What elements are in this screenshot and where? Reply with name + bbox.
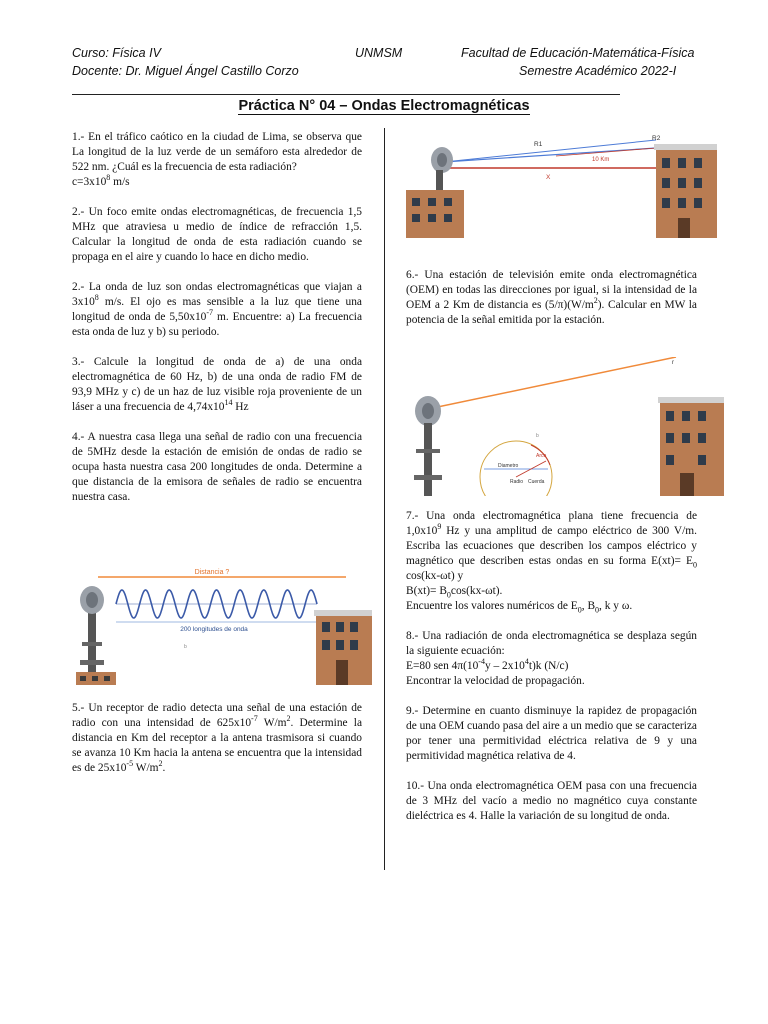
problem-9: 9.- Determine en cuanto disminuye la rapidez de propagación de una OEM cuando pasa del aire a un medio que se caracteriza por tener una permitividad eléctrica relativa de 9 y una permitividad magnética relativa de 4. bbox=[406, 705, 697, 762]
problem-8-equation: E=80 sen $4\pi(10^{-4}y - 2x10^4t)k$ (N/c) bbox=[406, 657, 569, 672]
page-title: Práctica N° 04 – Ondas Electromagnéticas bbox=[238, 98, 530, 114]
arc-label: Arco bbox=[536, 453, 547, 459]
r1-label: R1 bbox=[534, 141, 543, 148]
tv-station-illustration bbox=[406, 357, 724, 496]
ray-r2 bbox=[444, 140, 656, 162]
problem-1-constant: $c=3x10^8$ m/s bbox=[72, 173, 130, 188]
problem-8-find: Encontrar la velocidad de propagación. bbox=[406, 675, 585, 687]
wave-illustration bbox=[72, 552, 372, 685]
figure-tv-station bbox=[406, 357, 724, 496]
x-label: X bbox=[546, 174, 551, 181]
left-column-bottom bbox=[72, 701, 362, 791]
building-icon bbox=[654, 144, 717, 238]
wavelengths-label: 200 longitudes de onda bbox=[180, 626, 248, 633]
problem-2: 2.- Un foco emite ondas electromagnéticas, de frecuencia 1,5 MHz que atraviesa u medio de índice de refracción 1,5. Calcular la longitud de onda de esta radiación cuando se propaga en el aire y cuando lo hace en dicho medio. bbox=[72, 206, 362, 263]
column-divider bbox=[384, 128, 385, 870]
diameter-label: Diametro bbox=[498, 463, 519, 469]
problem-7-b-equation: $B(xt)= B_0\cos(kx-\omega t)$. bbox=[406, 585, 503, 600]
r-label: r bbox=[672, 360, 674, 366]
antenna-icon bbox=[414, 396, 442, 496]
problem-7-find: Encuentre los valores numéricos de $E_0$, $B_0$, k y ω. bbox=[406, 600, 633, 615]
problem-8: 8.- Una radiación de onda electromagnética se desplaza según la siguiente ecuación: bbox=[406, 630, 697, 657]
header-rule bbox=[72, 94, 620, 95]
problem-6: 6.- Una estación de televisión emite onda electromagnética (OEM) en todas las direcciones por igual, si la intensidad de la OEM a 2 Km de distancia es $(5/\pi)(W/m^2)$. Calcular en MW la potencia de la señal emitida por la estación. bbox=[406, 269, 697, 326]
radius-label: Radio bbox=[510, 479, 524, 485]
r2-label: R2 bbox=[652, 135, 661, 142]
figure-wavelengths bbox=[72, 552, 372, 685]
building-icon bbox=[314, 610, 372, 685]
problem-2b: 2.- La onda de luz son ondas electromagnéticas que viajan a $3x10^8$ m/s. El ojo es mas sensible a la luz que tiene una longitud de onda de $5,50x10^{-7}$ m. Encuentre: a) La frecuencia esta onda de luz y b) su periodo. bbox=[72, 281, 363, 338]
right-column-top bbox=[406, 268, 697, 343]
teacher-label: Docente: Dr. Miguel Ángel Castillo Corzo bbox=[72, 64, 299, 78]
problem-1: 1.- En el tráfico caótico en la ciudad de Lima, se observa que La longitud de la luz verde de un semáforo esta alrededor de 522 nm. ¿Cuál es la frecuencia de esta radiación? bbox=[72, 131, 362, 173]
chord-label: Cuerda bbox=[528, 479, 545, 485]
university-label: UNMSM bbox=[355, 46, 403, 60]
signal-ray bbox=[428, 357, 676, 409]
ray-r1 bbox=[444, 148, 656, 162]
small-b-label: b bbox=[184, 644, 187, 650]
faculty-label: Facultad de Educación-Matemática-Física bbox=[461, 46, 695, 60]
antenna-icon bbox=[76, 586, 116, 685]
figure-antenna-distance bbox=[406, 130, 717, 238]
small-b-label: b bbox=[536, 433, 539, 439]
ten-km-label: 10 Km bbox=[592, 157, 610, 163]
course-label: Curso: Física IV bbox=[72, 46, 161, 60]
right-column-bottom bbox=[406, 509, 697, 839]
distance-label: Distancia ? bbox=[194, 569, 230, 576]
antenna-distance-illustration bbox=[406, 130, 717, 238]
semester-label: Semestre Académico 2022-I bbox=[519, 64, 677, 78]
problem-7: 7.- Una onda electromagnética plana tiene frecuencia de $1,0x10^9$ Hz y una amplitud de campo eléctrico de 300 V/m. Escriba las ecuaciones que describen los campos eléctrico y magnético que describen estas ondas en su forma $E(xt)= E_0$ cos(kx-ωt) y bbox=[406, 510, 697, 582]
problem-4: 4.- A nuestra casa llega una señal de radio con una frecuencia de 5MHz desde la estación de emisión de ondas de radio se ocupa hasta nuestra casa 200 longitudes de onda. Determine a que distancia de la emisora de señales de radio se encuentra nuestra casa. bbox=[72, 431, 362, 503]
left-column bbox=[72, 130, 362, 520]
problem-3: 3.- Calcule la longitud de onda de a) de una onda electromagnética de 60 Hz, b) de una onda de radio FM de 93,9 MHz y c) de un haz de luz visible roja proveniente de un láser a una frecuencia de $4,74x10^{14}$ Hz bbox=[72, 356, 362, 413]
problem-5: 5.- Un receptor de radio detecta una señal de una estación de radio con una intensidad de $625x10^{-7}$ $W/m^2$. Determine la distancia en Km del receptor a la antena trasmisora si cuando se avanza 10 Km hacia la antena se encuentra que la intensidad es de $25x10^{-5}$ $W/m^2$. bbox=[72, 702, 362, 774]
problem-10: 10.- Una onda electromagnética OEM pasa con una frecuencia de 3 MHz del vacío a medio no magnético cuya constante dieléctrica es 4. Halle la variación de su longitud de onda. bbox=[406, 780, 697, 822]
building-icon bbox=[658, 397, 724, 496]
